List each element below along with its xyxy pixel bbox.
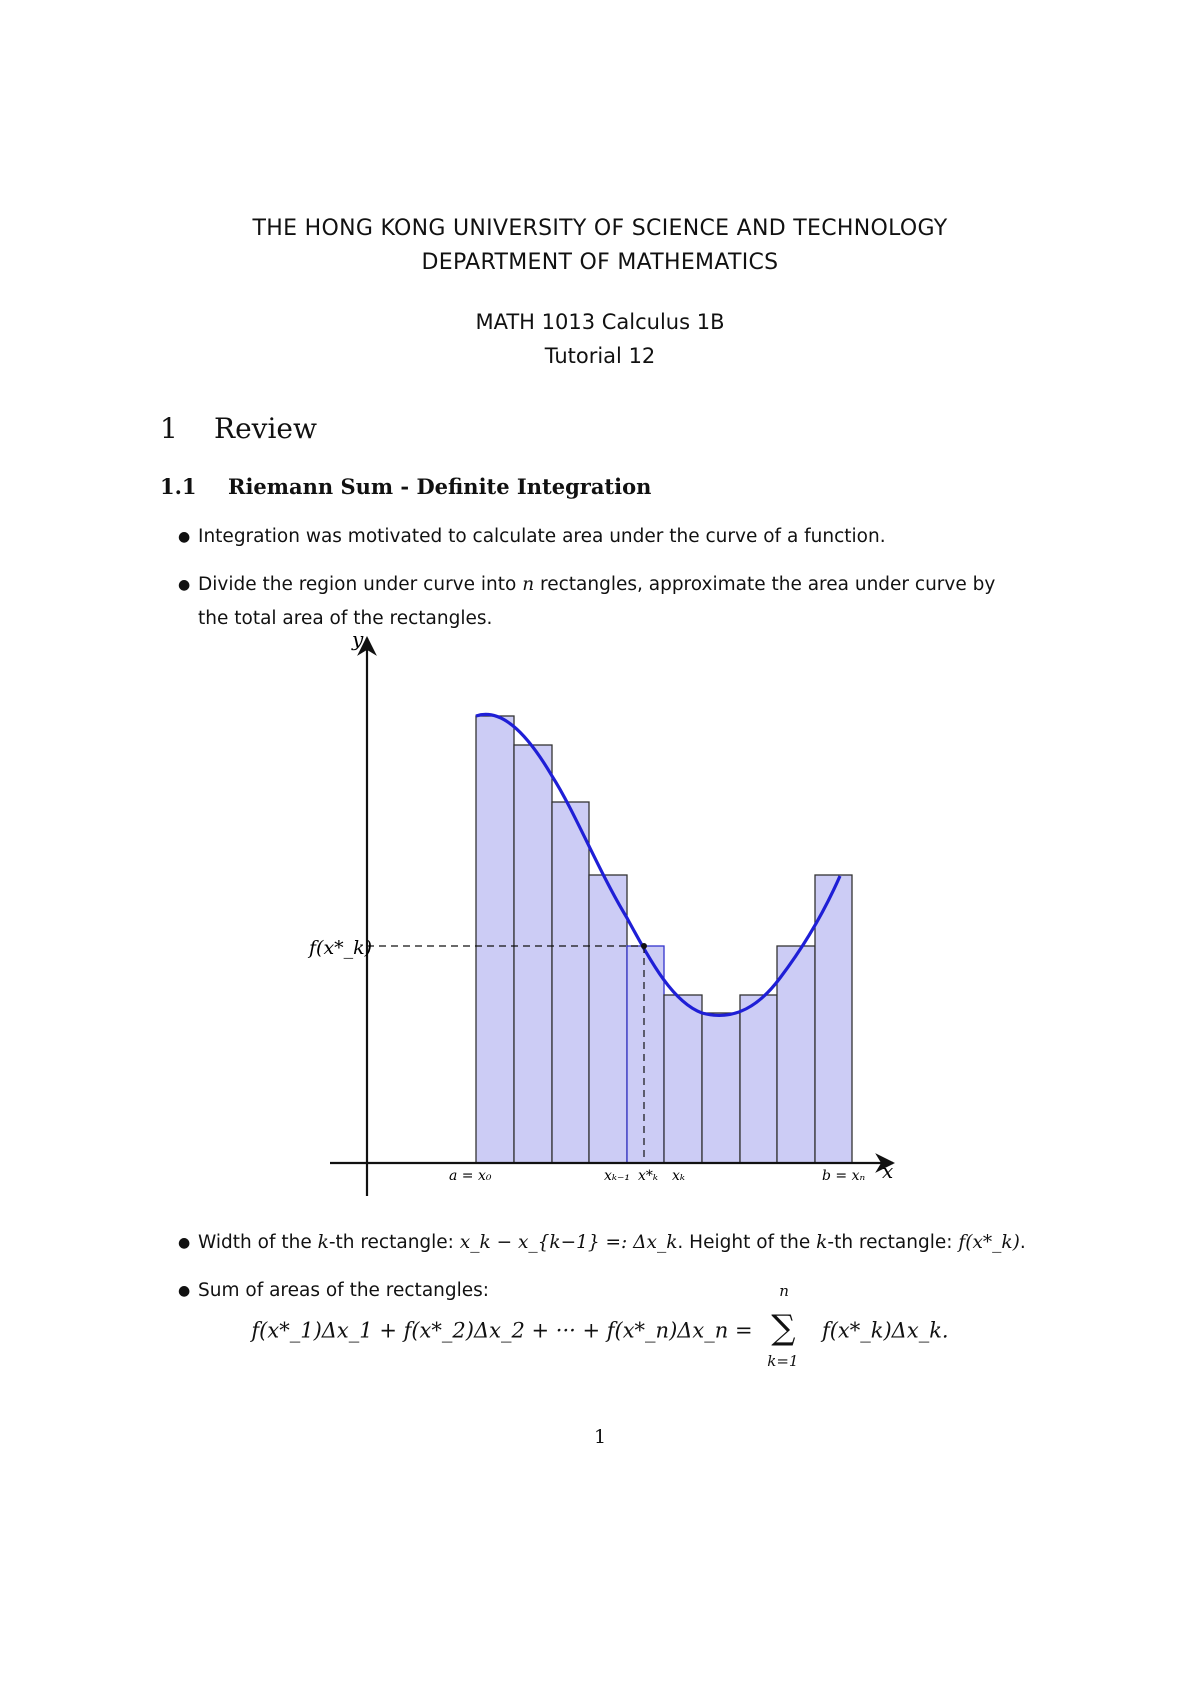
riemann-rectangle bbox=[777, 946, 815, 1163]
summation-symbol bbox=[765, 1282, 809, 1370]
bullet-item bbox=[178, 1274, 1078, 1308]
math-var-k: k bbox=[317, 1232, 329, 1253]
riemann-rectangle bbox=[589, 875, 627, 1163]
subsection-title: Riemann Sum - Definite Integration bbox=[228, 474, 652, 499]
riemann-rectangle bbox=[552, 802, 589, 1163]
height-formula: f(x*_k) bbox=[958, 1232, 1020, 1253]
xk-label: xₖ bbox=[672, 1168, 686, 1184]
department-name: DEPARTMENT OF MATHEMATICS bbox=[421, 250, 779, 275]
bullet-dot-icon: ● bbox=[178, 529, 191, 545]
sum-lower-limit: k=1 bbox=[767, 1352, 799, 1370]
bullet-text: -th rectangle: bbox=[328, 1232, 460, 1253]
sigma-icon: ∑ bbox=[771, 1308, 796, 1348]
b-xn-label: b = xₙ bbox=[822, 1168, 866, 1184]
bullet-text: -th rectangle: bbox=[827, 1232, 959, 1253]
bullet-text: Integration was motivated to calculate area under the curve of a function. bbox=[198, 526, 886, 547]
section-number: 1 bbox=[160, 412, 178, 445]
bullet-text: Width of the bbox=[198, 1232, 318, 1253]
formula-lhs: f(x*_1)Δx_1 + f(x*_2)Δx_2 + ··· + f(x*_n)Δx_n = bbox=[251, 1318, 753, 1343]
riemann-rectangle bbox=[702, 1013, 740, 1163]
tutorial-title: Tutorial 12 bbox=[544, 344, 656, 368]
math-var-n: n bbox=[522, 574, 535, 595]
riemann-rectangle bbox=[627, 946, 664, 1163]
xk-star-label: x*ₖ bbox=[638, 1168, 659, 1184]
bullet-text: . Height of the bbox=[677, 1232, 817, 1253]
bullet-text: rectangles, approximate the area under curve by bbox=[534, 574, 996, 595]
university-name: THE HONG KONG UNIVERSITY OF SCIENCE AND TECHNOLOGY bbox=[252, 216, 948, 241]
subsection-number: 1.1 bbox=[160, 474, 197, 499]
bullet-text: Divide the region under curve into bbox=[198, 574, 523, 595]
bullet-dot-icon: ● bbox=[178, 1283, 191, 1299]
bullet-dot-icon: ● bbox=[178, 577, 191, 593]
bullet-item bbox=[178, 1226, 1078, 1260]
bullet-text: Sum of areas of the rectangles: bbox=[198, 1280, 490, 1301]
riemann-rectangle bbox=[514, 745, 552, 1163]
page-number: 1 bbox=[593, 1426, 607, 1448]
xk-minus-1-label: xₖ₋₁ bbox=[604, 1168, 631, 1184]
fxk-label: f(x*_k) bbox=[309, 937, 373, 959]
math-var-k: k bbox=[816, 1232, 828, 1253]
section-title: Review bbox=[214, 412, 317, 445]
sample-point bbox=[641, 943, 647, 949]
width-formula: x_k − x_{k−1} =: Δx_k bbox=[459, 1232, 678, 1253]
sum-upper-limit: n bbox=[779, 1282, 789, 1300]
a-x0-label: a = x₀ bbox=[449, 1168, 492, 1184]
formula-rhs: f(x*_k)Δx_k. bbox=[821, 1318, 949, 1343]
x-axis-label: x bbox=[882, 1159, 894, 1183]
course-title: MATH 1013 Calculus 1B bbox=[475, 310, 725, 334]
rectangle-group bbox=[476, 716, 852, 1163]
riemann-rectangle bbox=[664, 995, 702, 1163]
riemann-rectangle bbox=[740, 995, 777, 1163]
y-axis-label: y bbox=[352, 627, 364, 651]
bullet-text: the total area of the rectangles. bbox=[198, 608, 493, 629]
bullet-text: . bbox=[1019, 1232, 1026, 1253]
riemann-rectangle bbox=[476, 716, 514, 1163]
bullet-dot-icon: ● bbox=[178, 1235, 191, 1251]
